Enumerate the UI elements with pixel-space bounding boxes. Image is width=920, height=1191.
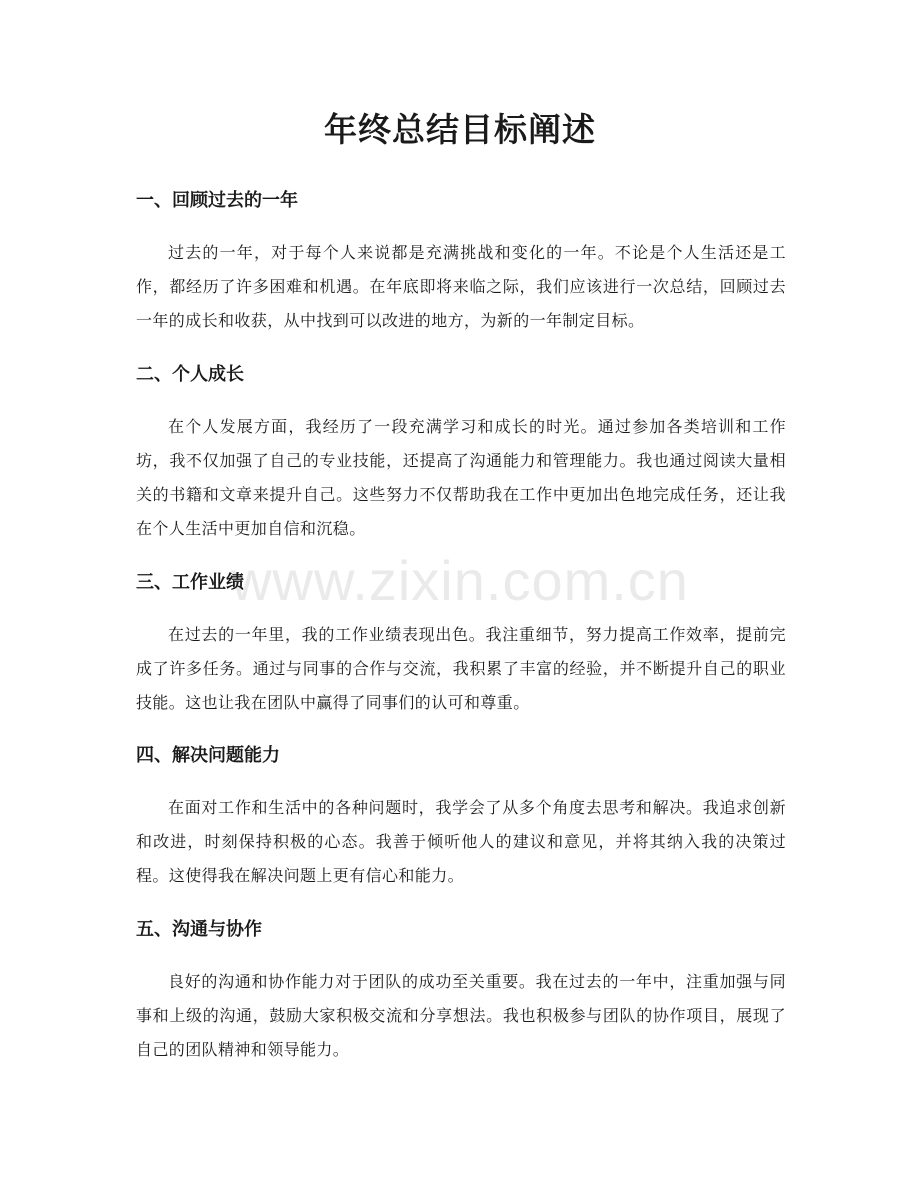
section-heading: 二、个人成长 (136, 364, 244, 385)
section-heading: 五、沟通与协作 (136, 919, 262, 940)
section-communication (136, 917, 786, 1067)
section-heading: 一、回顾过去的一年 (136, 190, 298, 211)
section-paragraph: 在个人发展方面，我经历了一段充满学习和成长的时光。通过参加各类培训和工作坊，我不仅加强了自己的专业技能，还提高了沟通能力和管理能力。我也通过阅读大量相关的书籍和文章来提升自己。这些努力不仅帮助我在工作中更加出色地完成任务，还让我在个人生活中更加自信和沉稳。 (136, 417, 786, 538)
section-paragraph: 在过去的一年里，我的工作业绩表现出色。我注重细节，努力提高工作效率，提前完成了许多任务。通过与同事的合作与交流，我积累了丰富的经验，并不断提升自己的职业技能。这也让我在团队中赢得了同事们的认可和尊重。 (136, 625, 786, 712)
section-paragraph: 在面对工作和生活中的各种问题时，我学会了从多个角度去思考和解决。我追求创新和改进，时刻保持积极的心态。我善于倾听他人的建议和意见，并将其纳入我的决策过程。这使得我在解决问题上更有信心和能力。 (136, 798, 786, 885)
section-work-performance (136, 570, 786, 720)
section-heading: 四、解决问题能力 (136, 745, 280, 766)
section-personal-growth (136, 362, 786, 546)
section-problem-solving (136, 743, 786, 893)
section-paragraph: 良好的沟通和协作能力对于团队的成功至关重要。我在过去的一年中，注重加强与同事和上级的沟通，鼓励大家积极交流和分享想法。我也积极参与团队的协作项目，展现了自己的团队精神和领导能力。 (136, 972, 786, 1059)
section-paragraph: 过去的一年，对于每个人来说都是充满挑战和变化的一年。不论是个人生活还是工作，都经历了许多困难和机遇。在年底即将来临之际，我们应该进行一次总结，回顾过去一年的成长和收获，从中找到可以改进的地方，为新的一年制定目标。 (136, 243, 786, 330)
section-heading: 三、工作业绩 (136, 572, 244, 593)
section-review (136, 188, 786, 338)
watermark: www.zixin.com.cn (231, 549, 689, 612)
page-title: 年终总结目标阐述 (324, 110, 596, 149)
